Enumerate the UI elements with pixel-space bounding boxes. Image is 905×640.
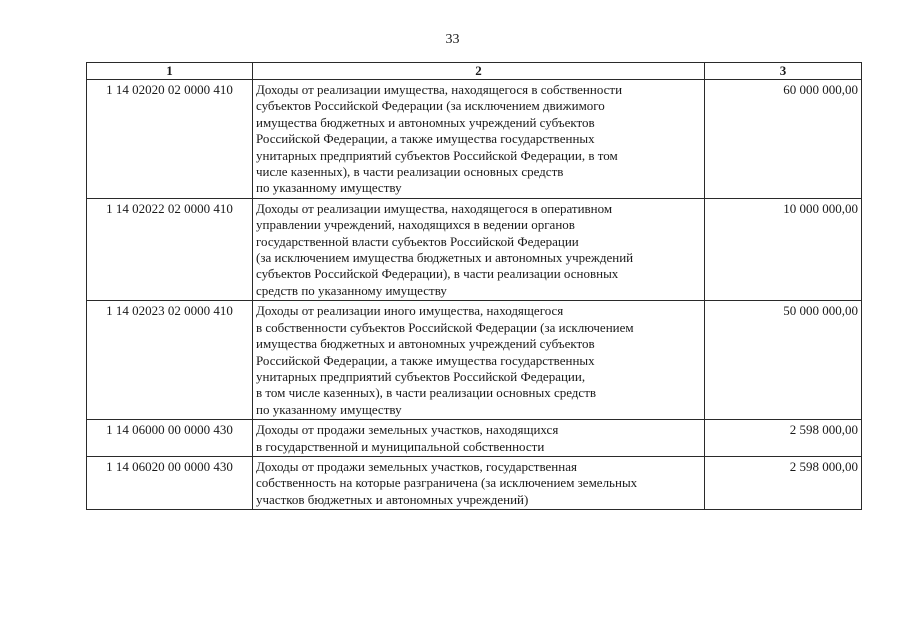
- revenue-name-line: в собственности субъектов Российской Федерации (за исключением: [256, 319, 634, 335]
- revenue-table: [86, 62, 862, 510]
- table-row: [87, 456, 862, 509]
- revenue-name-line: имущества бюджетных и автономных учреждений субъектов: [256, 336, 595, 352]
- header-col-3: 3: [705, 63, 862, 80]
- amount: 2 598 000,00: [705, 456, 862, 509]
- revenue-name-line: по указанному имуществу: [256, 401, 402, 417]
- revenue-name-line: Доходы от продажи земельных участков, находящихся: [256, 422, 559, 438]
- revenue-name: [253, 80, 705, 199]
- revenue-name-line: Доходы от реализации имущества, находящегося в оперативном: [256, 200, 613, 216]
- revenue-name-line: Российской Федерации, а также имущества государственных: [256, 131, 595, 147]
- revenue-name: [253, 301, 705, 420]
- revenue-name-line: управлении учреждений, находящихся в ведении органов: [256, 217, 575, 233]
- budget-code: 1 14 02023 02 0000 410: [87, 301, 253, 420]
- amount: 10 000 000,00: [705, 198, 862, 300]
- revenue-name-line: в государственной и муниципальной собственности: [256, 438, 545, 454]
- revenue-name-line: государственной власти субъектов Российской Федерации: [256, 233, 579, 249]
- revenue-name-line: субъектов Российской Федерации (за исключением движимого: [256, 98, 605, 114]
- header-col-1: 1: [87, 63, 253, 80]
- table-row: [87, 198, 862, 300]
- revenue-name-line: Доходы от реализации иного имущества, находящегося: [256, 303, 564, 319]
- table-row: [87, 80, 862, 199]
- revenue-name-line: Российской Федерации, а также имущества государственных: [256, 352, 595, 368]
- revenue-name-line: числе казенных), в части реализации основных средств: [256, 164, 564, 180]
- amount: 50 000 000,00: [705, 301, 862, 420]
- table-row: [87, 301, 862, 420]
- revenue-name-line: субъектов Российской Федерации), в части реализации основных: [256, 266, 619, 282]
- budget-code: 1 14 02020 02 0000 410: [87, 80, 253, 199]
- table-header-row: [87, 63, 862, 80]
- budget-code: 1 14 06020 00 0000 430: [87, 456, 253, 509]
- revenue-name: [253, 198, 705, 300]
- amount: 60 000 000,00: [705, 80, 862, 199]
- revenue-name-line: по указанному имуществу: [256, 180, 402, 196]
- amount: 2 598 000,00: [705, 420, 862, 457]
- revenue-name-line: унитарных предприятий субъектов Российской Федерации, в том: [256, 147, 618, 163]
- revenue-name-line: Доходы от реализации имущества, находящегося в собственности: [256, 82, 623, 97]
- budget-code: 1 14 02022 02 0000 410: [87, 198, 253, 300]
- revenue-name-line: средств по указанному имуществу: [256, 282, 447, 298]
- budget-code: 1 14 06000 00 0000 430: [87, 420, 253, 457]
- revenue-name-line: в том числе казенных), в части реализации основных средств: [256, 385, 597, 401]
- revenue-name: [253, 456, 705, 509]
- revenue-name-line: Доходы от продажи земельных участков, государственная: [256, 458, 577, 474]
- header-col-2: 2: [253, 63, 705, 80]
- revenue-name: [253, 420, 705, 457]
- revenue-name-line: имущества бюджетных и автономных учреждений субъектов: [256, 114, 595, 130]
- revenue-name-line: участков бюджетных и автономных учреждений): [256, 491, 529, 507]
- revenue-name-line: (за исключением имущества бюджетных и автономных учреждений: [256, 250, 634, 266]
- table-row: [87, 420, 862, 457]
- revenue-name-line: унитарных предприятий субъектов Российской Федерации,: [256, 368, 586, 384]
- revenue-name-line: собственность на которые разграничена (за исключением земельных: [256, 475, 638, 491]
- page-number: 33: [445, 32, 460, 47]
